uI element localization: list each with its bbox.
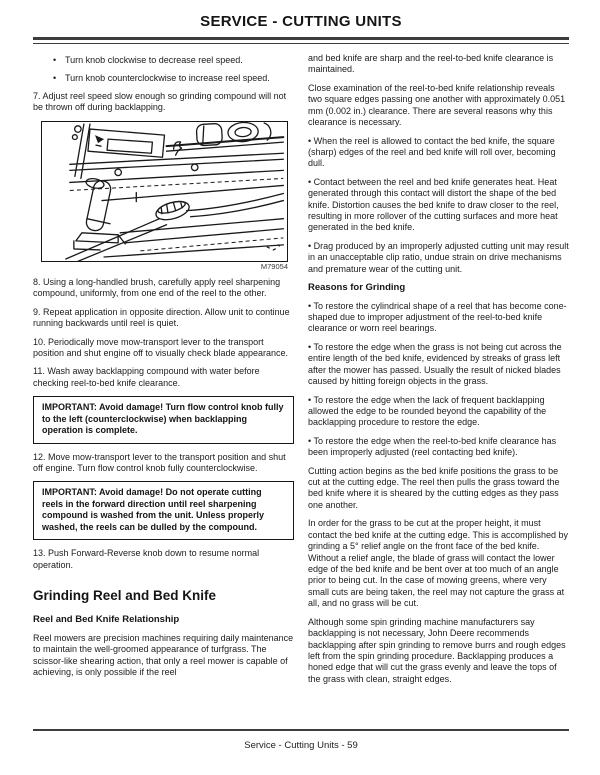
list-item <box>53 55 294 66</box>
section-heading: Grinding Reel and Bed Knife <box>33 587 217 603</box>
important-notice-text: IMPORTANT: Avoid damage! Turn flow control knob fully to the left (counterclockwise) when backlapping operation is complete. <box>42 402 284 436</box>
bullet-paragraph: • To restore the cylindrical shape of a reel that has become cone-shaped due to improper adjustment of the reel-to-bed knife clearance or worn reel bearings. <box>308 300 567 334</box>
subsection-heading: Reel and Bed Knife Relationship <box>33 614 180 626</box>
bullet-icon: • <box>53 72 57 83</box>
step-8: 8. Using a long-handled brush, carefully apply reel sharpening compound, uniformly, from one end of the reel to the other. <box>33 276 281 299</box>
bullet-text: Turn knob counterclockwise to increase reel speed. <box>65 72 270 83</box>
important-notice-text: IMPORTANT: Avoid damage! Do not operate cutting reels in the forward direction until reel sharpening compound is washed from the unit. Unless properly washed, the reels can be dulled by the compound. <box>42 487 265 532</box>
left-column <box>33 53 294 729</box>
paragraph: Reel mowers are precision machines requiring daily maintenance to maintain the well-groomed appearance of turfgrass. The scissor-like shearing action, that only a reel mower is capable of achieving, is only possible if the reel <box>33 632 294 678</box>
paragraph: In order for the grass to be cut at the proper height, it must contact the bed knife at the cutting edge. This is accomplished by grinding a 5° relief angle on the front face of the bed knife. Without a relief angle, the blade of grass will contact the lower edge of the bed knife and be bent over at too much of an angle prior to being cut. In the case of mowing greens, where very small cuts are being taken, the reel may not capture the grass at all, and no grass will be cut. <box>308 518 568 609</box>
footer-page-label: Service - Cutting Units - 59 <box>244 740 358 751</box>
step-7: 7. Adjust reel speed slow enough so grinding compound will not be thrown off during backlapping. <box>33 90 287 113</box>
figure-caption: M79054 <box>260 261 288 271</box>
bullet-paragraph: • To restore the edge when the lack of frequent backlapping allowed the edge to be rounded beyond the capability of the backlapping procedure to restore the edge. <box>308 394 547 428</box>
bullet-paragraph: • To restore the edge when the grass is not being cut across the entire length of the bed knife, evidenced by streaks of grass left after the mower has passed. Usually the result of nicked blades caused by hitting foreign objects in the grass. <box>308 341 562 387</box>
bullet-paragraph: • Contact between the reel and bed knife generates heat. Heat generated through this contact will distort the shape of the bed knife. Distortion causes the bed knife to draw closer to the reel, resulting in more rollover of the cutting surfaces and more heat generated in the bed knife. <box>308 176 559 233</box>
bullet-paragraph: • To restore the edge when the reel-to-bed knife clearance has been improperly adjusted (reel contacting bed knife). <box>308 435 557 458</box>
page-title: SERVICE - CUTTING UNITS <box>200 13 402 30</box>
bullet-paragraph: • Drag produced by an improperly adjusted cutting unit may result in an unacceptable clip ratio, undue strain on drive mechanisms and premature wear of the cutting unit. <box>308 240 569 274</box>
right-column <box>308 53 569 729</box>
bullet-text: Turn knob clockwise to decrease reel speed. <box>65 55 243 65</box>
step-12: 12. Move mow-transport lever to the transport position and shut off engine. Turn flow control knob fully counterclockwise. <box>33 451 286 473</box>
reel-mower-drawing <box>42 122 287 261</box>
footer-rule <box>33 729 569 731</box>
bullet-icon: • <box>53 55 57 65</box>
step-13: 13. Push Forward-Reverse knob down to resume normal operation. <box>33 548 260 570</box>
page-footer <box>33 729 569 775</box>
header-rule <box>33 37 569 44</box>
figure-frame <box>41 121 288 262</box>
important-notice-box <box>33 396 294 443</box>
list-item <box>53 73 294 84</box>
step-10: 10. Periodically move mow-transport lever to the transport position and shut engine off to visually check blade appearance. <box>33 336 289 359</box>
paragraph: Cutting action begins as the bed knife positions the grass to be cut at the cutting edge. The reel then pulls the grass toward the bed knife where it is sheared by the cutting edges as they pass one another. <box>308 465 560 510</box>
paragraph: and bed knife are sharp and the reel-to-bed knife clearance is maintained. <box>308 53 554 75</box>
knob-bullet-list <box>33 55 294 84</box>
paragraph: Close examination of the reel-to-bed knife relationship reveals two square edges passing one another with approximately 0.051 mm (0.002 in.) clearance. There are several reasons why this clearance is necessary. <box>308 82 566 128</box>
subsection-heading: Reasons for Grinding <box>308 282 406 294</box>
step-11: 11. Wash away backlapping compound with water before checking reel-to-bed knife clearance. <box>33 366 260 388</box>
content-columns <box>33 53 569 729</box>
step-9: 9. Repeat application in opposite direction. Allow unit to continue running backwards until reel is quiet. <box>33 306 290 329</box>
paragraph: Although some spin grinding machine manufacturers say backlapping is not necessary, John Deere recommends backlapping after spin grinding to remove burrs and rough edges left from the spin grinding procedure. Backlapping produces a honed edge that will cut the grass evenly and leave the tops of the grass with clean, straight edges. <box>308 616 566 684</box>
important-notice-box <box>33 481 294 540</box>
bullet-paragraph: • When the reel is allowed to contact the bed knife, the square (sharp) edges of the reel and bed knife will roll over, becoming dull. <box>308 135 556 169</box>
